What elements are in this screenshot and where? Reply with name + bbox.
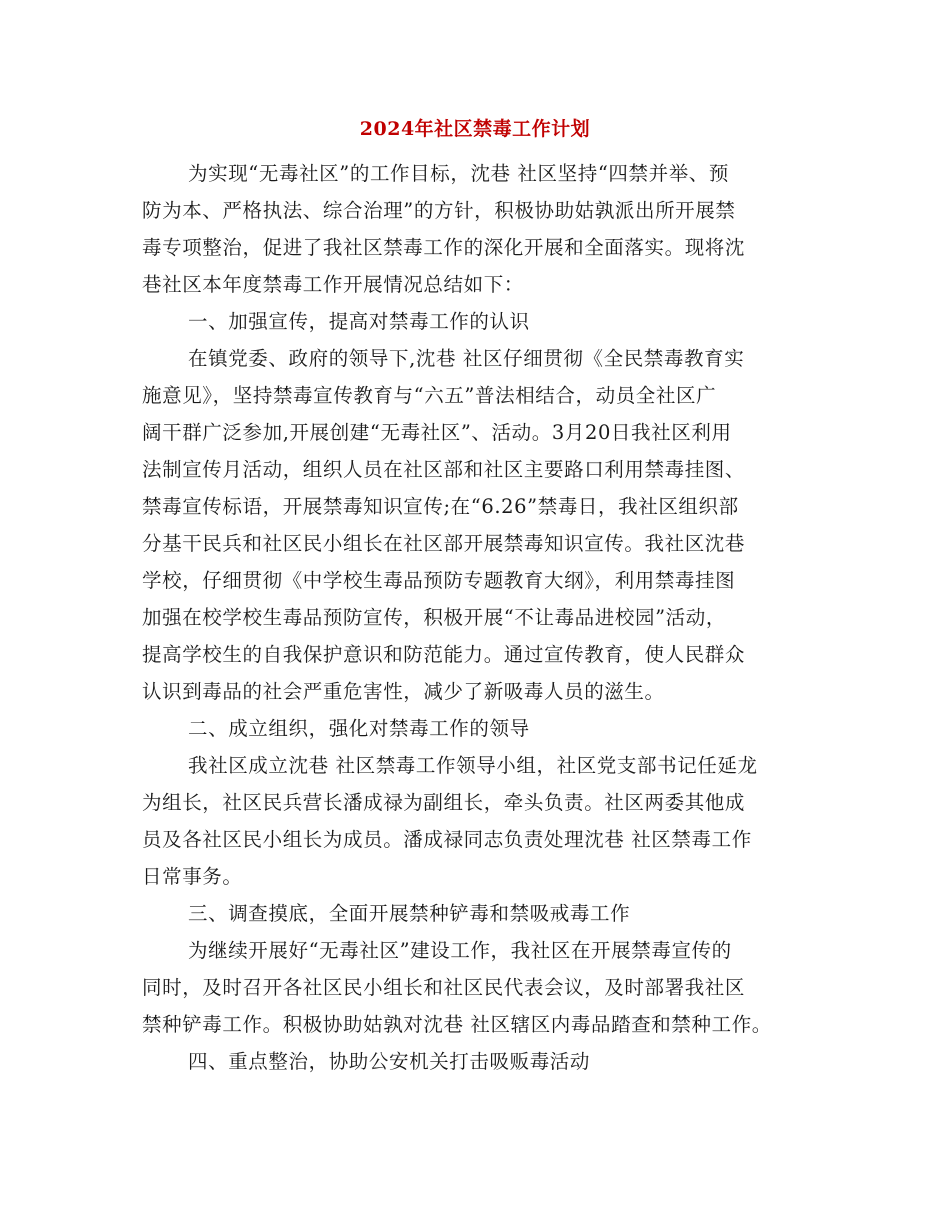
- text-line: 同时，及时召开各社区民小组长和社区民代表会议，及时部署我社区: [142, 976, 746, 999]
- text-line: 禁种铲毒工作。积极协助姑孰对沈巷 社区辖区内毒品踏查和禁种工作。: [142, 1013, 772, 1036]
- text-line: 分基干民兵和社区民小组长在社区部开展禁毒知识宣传。我社区沈巷: [142, 532, 746, 555]
- text-line: 禁毒宣传标语，开展禁毒知识宣传;在“6.26”禁毒日，我社区组织部: [142, 495, 739, 518]
- text-line: 法制宣传月活动，组织人员在社区部和社区主要路口利用禁毒挂图、: [142, 458, 746, 481]
- text-line: 巷社区本年度禁毒工作开展情况总结如下：: [142, 273, 524, 296]
- text-line: 毒专项整治，促进了我社区禁毒工作的深化开展和全面落实。现将沈: [142, 236, 746, 259]
- text-line: 提高学校生的自我保护意识和防范能力。通过宣传教育，使人民群众: [142, 643, 746, 666]
- text-line: 一、加强宣传，提高对禁毒工作的认识: [188, 310, 530, 333]
- text-line: 施意见》，坚持禁毒宣传教育与“六五”普法相结合，动员全社区广: [142, 384, 717, 407]
- text-line: 二、成立组织，强化对禁毒工作的领导: [188, 717, 530, 740]
- text-line: 四、重点整治，协助公安机关打击吸贩毒活动: [188, 1050, 591, 1073]
- text-line: 阔干群广泛参加,开展创建“无毒社区”、活动。3月20日我社区利用: [142, 421, 732, 444]
- text-line: 加强在校学校生毒品预防宣传，积极开展“不让毒品进校园”活动，: [142, 606, 726, 629]
- text-line: 在镇党委、政府的领导下,沈巷 社区仔细贯彻《全民禁毒教育实: [188, 347, 745, 370]
- text-line: 为实现“无毒社区”的工作目标，沈巷 社区坚持“四禁并举、预: [188, 162, 730, 185]
- text-line: 学校，仔细贯彻《中学校生毒品预防专题教育大纲》，利用禁毒挂图: [142, 569, 736, 592]
- text-line: 为继续开展好“无毒社区”建设工作，我社区在开展禁毒宣传的: [188, 939, 732, 962]
- text-line: 员及各社区民小组长为成员。潘成禄同志负责处理沈巷 社区禁毒工作: [142, 828, 752, 851]
- text-line: 日常事务。: [142, 865, 243, 888]
- document-body: [142, 158, 814, 1083]
- text-line: 认识到毒品的社会严重危害性，减少了新吸毒人员的滋生。: [142, 680, 665, 703]
- document-title: 2024年社区禁毒工作计划: [359, 118, 591, 140]
- text-line: 三、调查摸底，全面开展禁种铲毒和禁吸戒毒工作: [188, 902, 631, 925]
- text-line: 防为本、严格执法、综合治理”的方针，积极协助姑孰派出所开展禁: [142, 199, 736, 222]
- text-line: 我社区成立沈巷 社区禁毒工作领导小组，社区党支部书记任延龙: [188, 754, 758, 777]
- text-line: 为组长，社区民兵营长潘成禄为副组长，牵头负责。社区两委其他成: [142, 791, 746, 814]
